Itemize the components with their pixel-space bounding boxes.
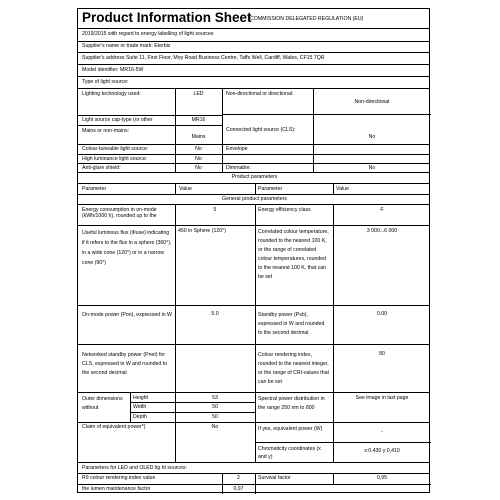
height-label: Height <box>133 395 148 401</box>
r9-label: R9 colour rendering index value <box>82 475 156 481</box>
anti-glare-label: Anti-glare shield: <box>82 165 121 171</box>
claim-power-value: No <box>211 424 219 430</box>
chromaticity-label: Chromaticity coordinates (x and y) <box>258 446 321 460</box>
energy-consumption-label: Energy consumption in on-mode (kWh/1000 h), rounded up to the <box>82 207 157 220</box>
lighting-technology-label: Lighting technology used: <box>82 91 141 97</box>
survival-factor-label: Survival factor <box>258 475 291 481</box>
high-luminance-label: High luminance light source: <box>82 156 148 162</box>
regulation-title: COMMISSION DELEGATED REGULATION (EU) <box>250 16 364 22</box>
directional-label: Non-directional or directional: <box>226 91 294 97</box>
title-row <box>78 9 429 29</box>
standby-power-value: 0.00 <box>376 311 388 317</box>
high-luminance-value: No <box>195 156 202 162</box>
on-mode-power-label: On-mode power (Pon), expressed in W <box>82 312 172 318</box>
supplier-address: Supplier's address Suite 11, First Floor, Moy Road Business Centre, Taffs Well, Cardiff, Wales, CF15 7QR <box>82 55 325 61</box>
general-parameters-title: General product parameters <box>222 196 287 202</box>
standby-power-label: Standby power (Psb), expressed in W and rounded to the second decimal <box>258 312 325 336</box>
anti-glare-value: No <box>195 165 202 171</box>
dimmable-label: Dimmable: <box>226 165 251 171</box>
col-value-left: Value <box>179 186 192 192</box>
lumen-maintenance-label: the lumen maintenance factor <box>82 486 151 492</box>
mains-value: Mains <box>191 134 206 140</box>
width-label: Width <box>133 404 147 410</box>
width-value: 50 <box>212 404 218 410</box>
claim-power-label: Claim of equivalent power*) <box>82 424 146 430</box>
energy-consumption-value: 5 <box>213 207 217 213</box>
survival-factor-value: 0,95 <box>376 475 388 481</box>
useful-flux-value: 450 in Sphere (120°) <box>178 228 226 234</box>
colour-tuneable-label: Colour-tuneable light source: <box>82 146 149 152</box>
type-of-light-source: Type of light source: <box>82 79 129 85</box>
col-parameter-right: Parameter <box>258 186 283 192</box>
cct-value: 3 000...6 000 <box>366 228 398 234</box>
r9-value: 2 <box>237 475 240 481</box>
regulation-line: 2019/2015 with regard to energy labelling of light sources <box>82 31 214 37</box>
depth-value: 50 <box>212 414 218 420</box>
spectral-value: See image in last page <box>355 395 409 401</box>
mains-label: Mains or non-mains: <box>82 128 129 134</box>
outer-dimensions-label: Outer dimensions without <box>82 396 123 411</box>
height-value: 53 <box>212 395 218 401</box>
depth-label: Depth <box>133 414 147 420</box>
on-mode-power-value: 5.0 <box>211 311 219 317</box>
model-identifier: Model identifier: MR16-5W <box>82 67 144 73</box>
led-parameters-title: Parameters for LED and OLED lig ht sources: <box>82 465 187 471</box>
cct-label: Correlated colour temperature, rounded to the nearest 100 K, or the range of correlated colour temperatures, rounded to the nearest 100 K, that can be set <box>258 229 329 280</box>
cri-label: Colour rendering index, rounded to the nearest integer, or the range of CRI-values that can be set <box>258 352 329 385</box>
dimmable-value: No <box>368 165 376 171</box>
equiv-power-value: - <box>381 429 383 435</box>
cls-value: No <box>368 134 376 140</box>
page-title: Product Information Sheet <box>82 10 252 25</box>
networked-standby-label: Networked standby power (Pnet) for CLS, expressed in W and rounded to the second decimal <box>82 352 168 376</box>
cap-type-label: Light source cap-type (or other <box>82 117 153 123</box>
chromaticity-value: x:0,430 y:0,410 <box>364 448 400 454</box>
col-value-right: Value <box>336 186 349 192</box>
spectral-label: Spectral power distribution in the range 250 nm to 800 <box>258 396 325 411</box>
lumen-maintenance-value: 0,97 <box>233 486 244 492</box>
product-information-sheet <box>77 8 430 493</box>
energy-efficiency-label: Energy efficiency class <box>258 207 311 213</box>
envelope-label: Envelope <box>226 146 248 152</box>
energy-efficiency-value: F <box>380 207 384 213</box>
useful-flux-label: Useful luminous flux (Φuse) indicating if it refers to the flux in a sphere (360°), in a wide cone (120°) or in a narrow cone (90°) <box>82 230 172 266</box>
cri-value: 80 <box>379 351 385 357</box>
supplier-name: Supplier's name or trade mark: Eterbiz <box>82 43 171 49</box>
col-parameter-left: Parameter <box>82 186 107 192</box>
equiv-power-label: If yes, equivalent power (W) <box>258 426 323 432</box>
directional-value: Non-directional <box>354 99 390 105</box>
lighting-technology-value: LED <box>193 91 204 97</box>
cap-type-value: MR16 <box>191 117 206 123</box>
product-parameters-title: Product parameters <box>231 174 278 180</box>
cls-label: Connected light source (CLS): <box>226 127 296 133</box>
colour-tuneable-value: No <box>195 146 202 152</box>
